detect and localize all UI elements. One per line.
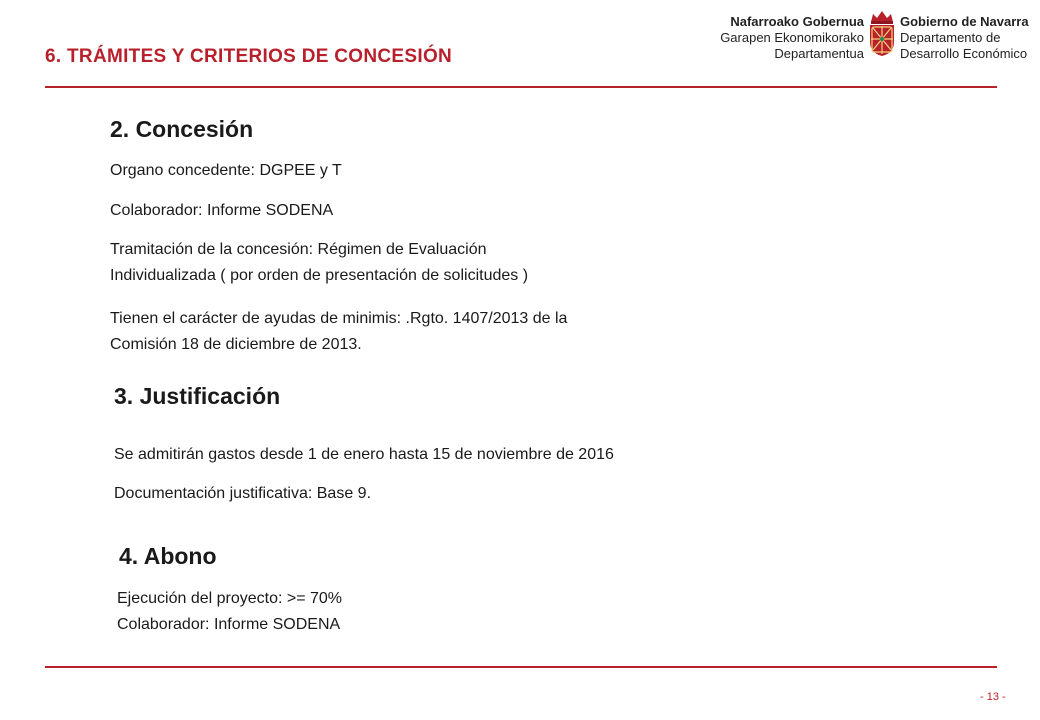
tramitacion-text: Individualizada ( por orden de presentación de solicitudes ) (110, 267, 529, 284)
section-title: 2. Concesión (110, 116, 254, 142)
page-title: 6. TRÁMITES Y CRITERIOS DE CONCESIÓN (45, 46, 453, 67)
minimis-text: Comisión 18 de diciembre de 2013. (110, 336, 362, 353)
colaborador-text: Colaborador: Informe SODENA (110, 202, 334, 219)
header-divider (45, 86, 997, 88)
organo-text: Organo concedente: DGPEE y T (110, 162, 342, 179)
navarra-coat-of-arms-icon (866, 8, 898, 58)
minimis-text: Tienen el carácter de ayudas de minimis: .Rgto. 1407/2013 de la (110, 310, 568, 327)
logo-line: Nafarroako Gobernua (730, 14, 864, 29)
government-logo (714, 6, 1034, 72)
colaborador-text: Colaborador: Informe SODENA (117, 616, 341, 633)
logo-basque-text (714, 14, 864, 62)
section-title: 4. Abono (119, 543, 217, 569)
logo-line: Gobierno de Navarra (900, 14, 1029, 29)
logo-line: Desarrollo Económico (900, 46, 1028, 61)
logo-line: Departamento de (900, 30, 1001, 45)
logo-spanish-text (900, 14, 1040, 62)
footer-divider (45, 666, 997, 668)
tramitacion-text: Tramitación de la concesión: Régimen de Evaluación (110, 241, 487, 258)
page-number: - 13 - (980, 691, 1006, 703)
section-title: 3. Justificación (114, 383, 281, 409)
logo-line: Garapen Ekonomikorako (720, 30, 864, 45)
logo-line: Departamentua (774, 46, 864, 61)
ejecucion-text: Ejecución del proyecto: >= 70% (117, 590, 343, 607)
documentacion-text: Documentación justificativa: Base 9. (114, 485, 372, 502)
gastos-text: Se admitirán gastos desde 1 de enero hasta 15 de noviembre de 2016 (114, 446, 614, 463)
